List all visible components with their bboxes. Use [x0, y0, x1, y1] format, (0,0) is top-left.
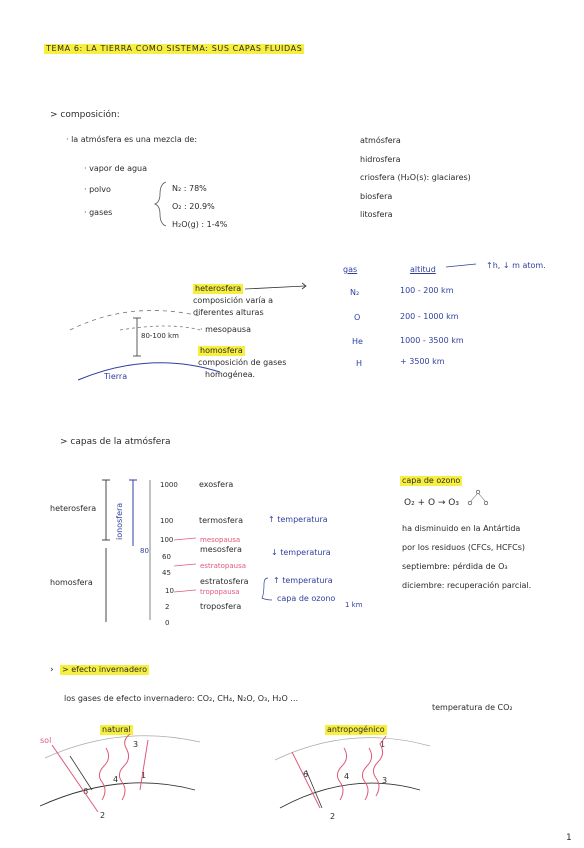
reflected-ray-antropo	[306, 770, 322, 808]
diagram-number: 6	[303, 770, 309, 779]
table-gas: N₂	[350, 288, 360, 297]
layer-name: troposfera	[200, 602, 242, 611]
diagram-number: 1	[380, 740, 386, 749]
temperatura-co2: temperatura de CO₂	[432, 703, 513, 712]
ionosfera-label: ionosfera	[115, 502, 124, 540]
ozono-line: por los residuos (CFCs, HCFCs)	[402, 543, 526, 552]
antropogenico-label: antropogénico	[327, 725, 385, 734]
earth-curve-natural	[40, 783, 195, 806]
temperature-brace	[262, 578, 272, 600]
alt-number: 60	[162, 553, 171, 561]
altitude-table-header: altitud	[410, 265, 436, 274]
altitude-label: 80-100 km	[141, 332, 179, 340]
efecto-heading-marker: ›	[50, 665, 54, 675]
sol-label: sol	[40, 736, 52, 745]
sun-ray-natural	[52, 745, 98, 812]
layer-right-item: biosfera	[360, 192, 393, 201]
page-number: 1	[566, 833, 572, 843]
temp-note: ↑ temperatura	[268, 515, 328, 524]
infrared-wave-antropo	[337, 748, 346, 800]
alt-number: 45	[162, 569, 171, 577]
alt-number: 2	[165, 603, 170, 611]
heterosfera-side: heterosfera	[50, 504, 97, 513]
diagram-number: 3	[133, 740, 139, 749]
gas-value: N₂ : 78%	[172, 184, 207, 193]
composicion-intro: · la atmósfera es una mezcla de:	[66, 135, 198, 144]
table-arrow	[446, 264, 476, 267]
temp-note: capa de ozono	[277, 594, 336, 603]
heterosfera-desc: composición varía a	[193, 296, 274, 305]
table-gas: He	[352, 337, 363, 346]
earth-surface	[78, 363, 220, 380]
mesopausa-label: · mesopausa	[200, 325, 251, 334]
pausa-label: tropopausa	[200, 588, 240, 596]
table-note: ↑h, ↓ m atom.	[486, 261, 546, 270]
diagram-number: 4	[344, 772, 350, 781]
diagram-number: 4	[113, 775, 119, 784]
ozono-line: septiembre: pérdida de O₃	[402, 562, 508, 571]
homosfera-label: homosfera	[200, 346, 243, 355]
layer-name: exosfera	[199, 480, 234, 489]
alt-number: 80	[140, 547, 149, 555]
temp-note: ↑ temperatura	[273, 576, 333, 585]
homosfera-side: homosfera	[50, 578, 93, 587]
heterosfera-desc: diferentes alturas	[193, 308, 264, 317]
alt-number: 10	[165, 587, 174, 595]
alt-number: 0	[165, 619, 170, 627]
atmosphere-curve-natural	[45, 736, 200, 758]
vapor-item: · vapor de agua	[84, 164, 148, 173]
earth-curve-antropo	[280, 783, 420, 808]
table-alt: 200 - 1000 km	[400, 312, 459, 321]
table-alt: + 3500 km	[400, 357, 445, 366]
capas-heading: > capas de la atmósfera	[60, 437, 171, 447]
temp-note: 1 km	[345, 601, 363, 609]
table-gas: H	[356, 359, 363, 368]
table-alt: 100 - 200 km	[400, 286, 454, 295]
diagram-number: 2	[100, 811, 106, 820]
diagram-number: 2	[330, 812, 336, 821]
ozono-equation: O₂ + O → O₃	[404, 498, 459, 508]
gases-brace	[155, 182, 166, 226]
ozono-title: capa de ozono	[402, 476, 461, 485]
ozone-molecule	[476, 490, 480, 494]
layer-right-item: atmósfera	[360, 136, 401, 145]
table-gas: O	[354, 313, 361, 322]
homosfera-desc: composición de gases	[198, 358, 287, 367]
heterosfera-label: heterosfera	[195, 284, 242, 293]
layer-right-item: litosfera	[360, 210, 393, 219]
efecto-gases: los gases de efecto invernadero: CO₂, CH₄, N₂O, O₃, H₂O ...	[64, 694, 299, 703]
diagram-number: 6	[83, 787, 89, 796]
pausa-label: mesopausa	[200, 536, 241, 544]
reflected-ray-natural	[70, 756, 92, 790]
gases-item: · gases	[84, 208, 113, 217]
ozono-line: diciembre: recuperación parcial.	[402, 581, 532, 590]
gas-value: O₂ : 20.9%	[172, 202, 215, 211]
pausa-label: estratopausa	[200, 562, 246, 570]
alt-number: 1000	[160, 481, 178, 489]
layer-right-item: criosfera (H₂O(s): glaciares)	[360, 173, 471, 182]
layer-right-item: hidrosfera	[360, 155, 401, 164]
natural-label: natural	[102, 725, 131, 734]
page-title: TEMA 6: LA TIERRA COMO SISTEMA: SUS CAPAS FLUIDAS	[46, 44, 303, 53]
diagram-number: 1	[141, 771, 147, 780]
diagram-number: 3	[382, 776, 388, 785]
temp-note: ↓ temperatura	[271, 548, 331, 557]
efecto-heading: > efecto invernadero	[62, 665, 147, 674]
homosfera-desc: homogénea.	[205, 370, 256, 379]
polvo-item: · polvo	[84, 185, 111, 194]
alt-number: 100	[160, 536, 174, 544]
table-alt: 1000 - 3500 km	[400, 336, 464, 345]
alt-number: 100	[160, 517, 174, 525]
layer-name: mesosfera	[200, 545, 242, 554]
layer-name: estratosfera	[200, 577, 249, 586]
gas-value: H₂O(g) : 1-4%	[172, 220, 228, 229]
composicion-heading: > composición:	[50, 110, 120, 120]
tierra-label: Tierra	[104, 372, 128, 381]
gas-table-header: gas	[343, 265, 358, 274]
heterosfera-arrow	[245, 286, 305, 289]
layer-name: termosfera	[199, 516, 243, 525]
mesopausa-line	[120, 326, 200, 330]
infrared-wave-natural	[99, 748, 108, 800]
atmosphere-curve-antropo	[275, 738, 430, 760]
ozono-line: ha disminuido en la Antártida	[402, 524, 521, 533]
